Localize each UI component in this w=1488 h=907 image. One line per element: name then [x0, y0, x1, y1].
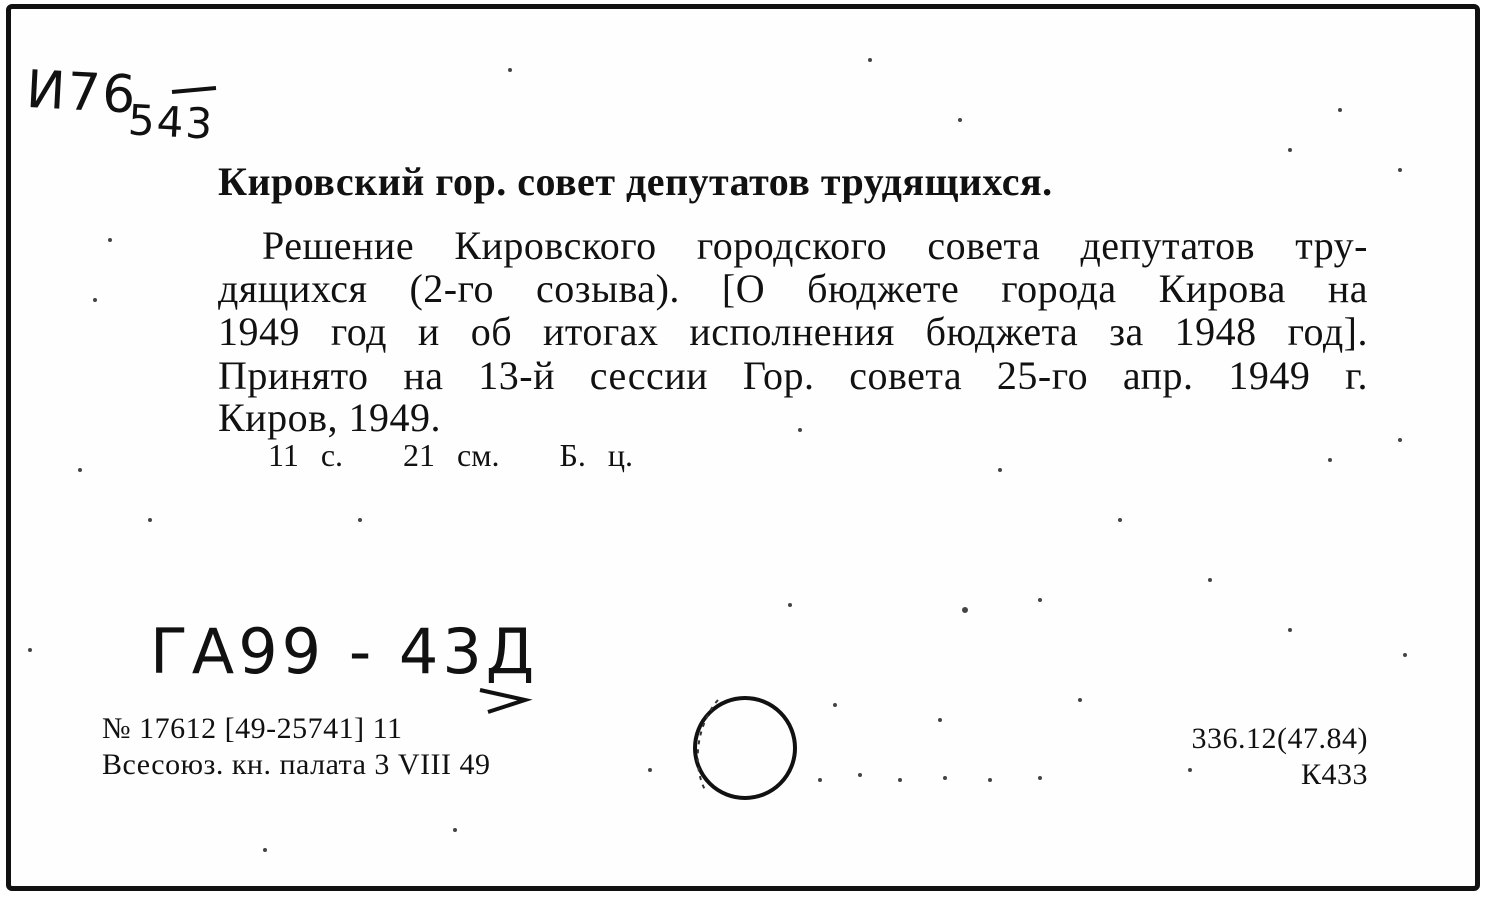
body-line-1: Решение Кировского городского совета депутатов тру- [262, 223, 1368, 268]
body-line-2: дящихся (2-го созыва). [О бюджете города Кирова на [218, 266, 1368, 311]
price: Б. ц. [559, 437, 633, 473]
handwritten-shelf-mark [24, 60, 225, 149]
author-mark: К433 [1300, 758, 1368, 791]
body-line-4: Принято на 13-й сессии Гор. совета 25-го апр. 1949 г. [218, 353, 1368, 398]
physical-description [268, 437, 693, 474]
handwritten-shelf-mark-main: И76 [24, 60, 139, 126]
body-line-5: Киров, 1949. [218, 395, 441, 440]
handwritten-shelf-mark-sub: 543 [126, 95, 216, 149]
registration-number: № 17612 [49-25741] 11 [102, 712, 403, 745]
book-chamber-stamp: Всесоюз. кн. палата 3 VIII 49 [102, 748, 491, 781]
book-size: 21 см. [403, 437, 500, 473]
classification-index: 336.12(47.84) [1191, 722, 1368, 755]
handwritten-inventory-mark: ГА99 - 43Д [150, 615, 539, 688]
body-line-3: 1949 год и об итогах исполнения бюджета за 1948 год]. [218, 309, 1368, 354]
card-heading: Кировский гор. совет депутатов трудящихся. [218, 159, 1053, 204]
pages-count: 11 с. [268, 437, 344, 473]
